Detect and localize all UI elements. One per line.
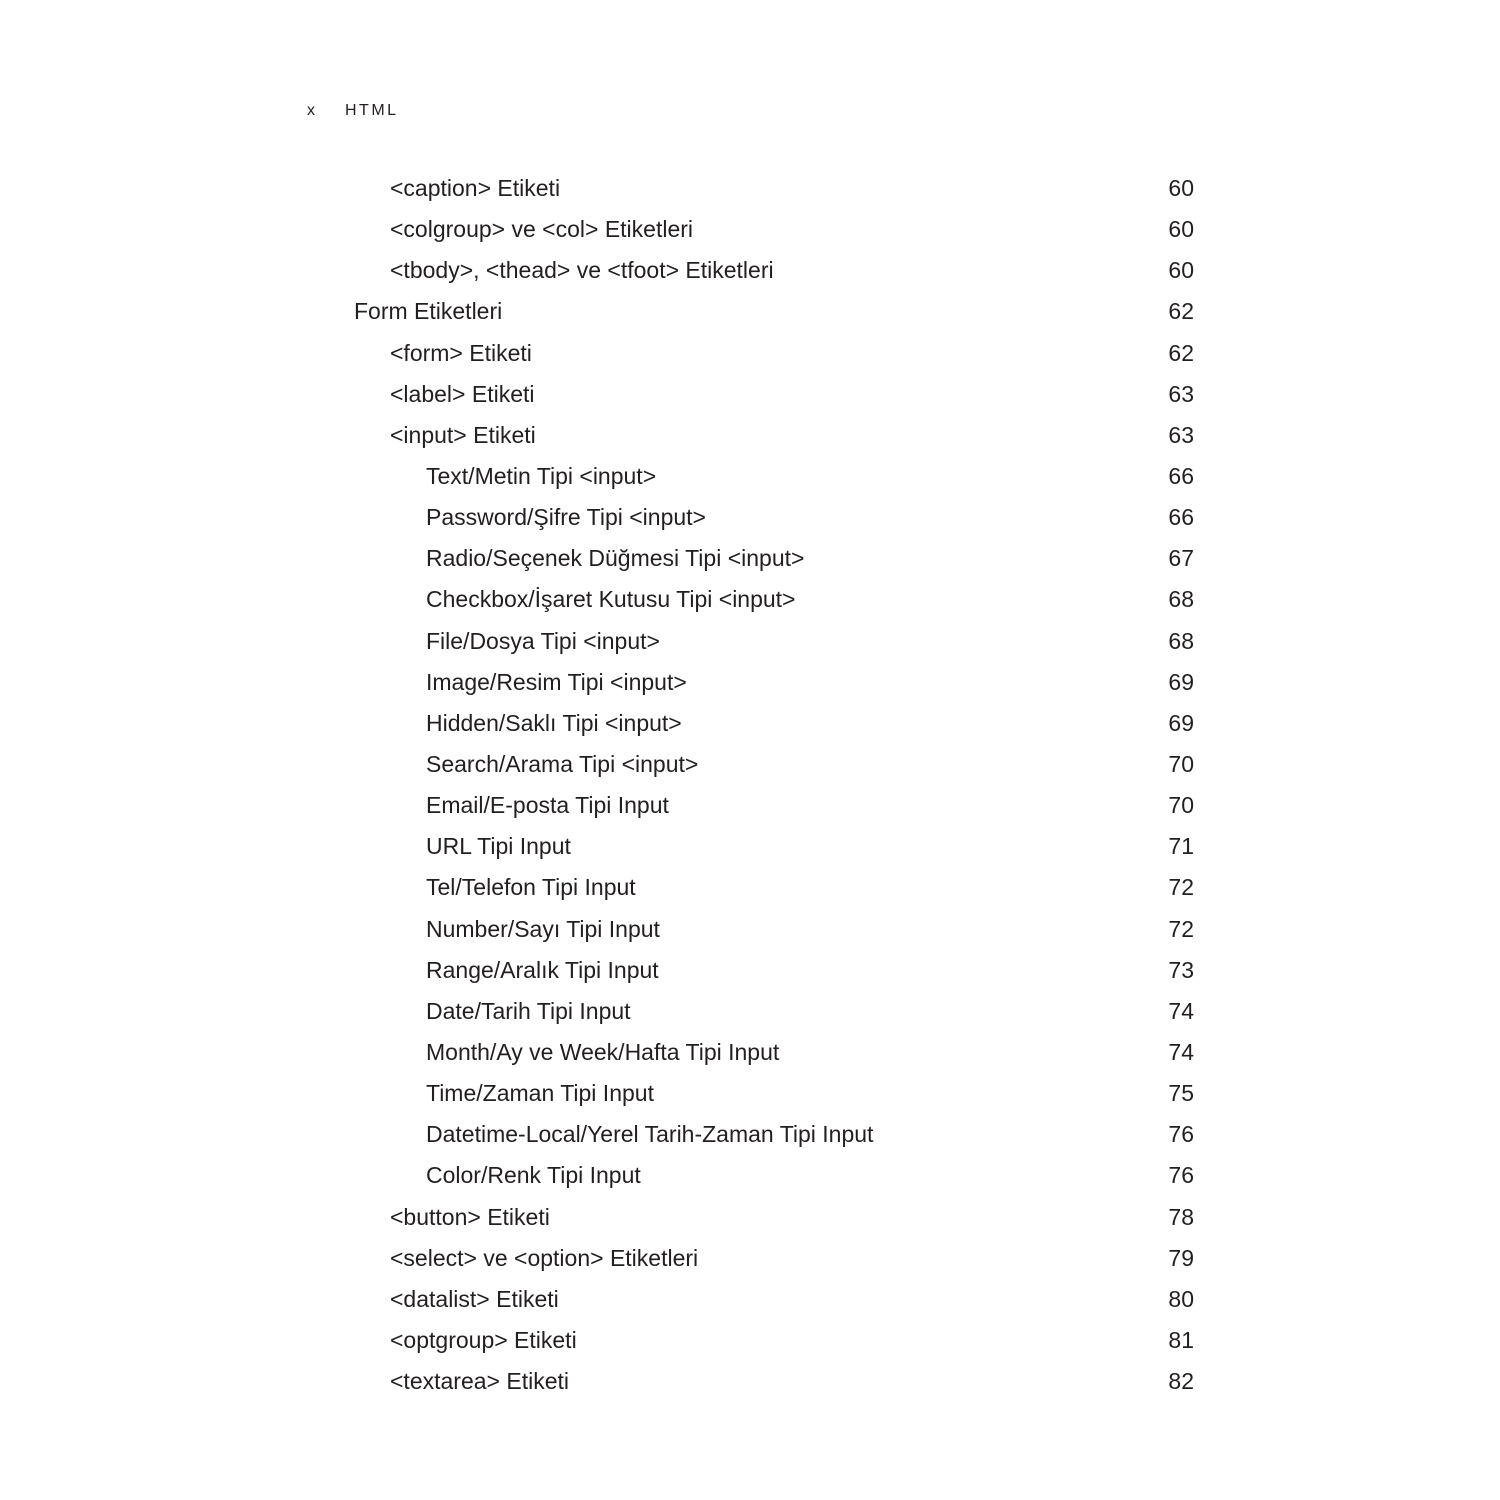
toc-entry <box>0 169 1500 210</box>
toc-entry-page-number: 63 <box>1168 380 1194 407</box>
toc-entry <box>0 663 1500 704</box>
toc-entry-title: <optgroup> Etiketi <box>390 1326 577 1353</box>
toc-entry-title: <textarea> Etiketi <box>390 1368 569 1395</box>
toc-entry <box>0 827 1500 868</box>
toc-entry-page-number: 73 <box>1168 956 1194 983</box>
toc-entry <box>0 334 1500 375</box>
toc-entry <box>0 292 1500 333</box>
toc-entry-page-number: 70 <box>1168 792 1194 819</box>
toc-entry-page-number: 76 <box>1168 1162 1194 1189</box>
toc-entry-title: URL Tipi Input <box>426 833 571 860</box>
toc-entry <box>0 1362 1500 1403</box>
toc-entry-page-number: 80 <box>1168 1285 1194 1312</box>
book-title: HTML <box>345 102 399 119</box>
toc-entry-title: Date/Tarih Tipi Input <box>426 997 631 1024</box>
toc-entry-title: File/Dosya Tipi <input> <box>426 627 660 654</box>
toc-entry-page-number: 67 <box>1168 545 1194 572</box>
toc-entry-title: <tbody>, <thead> ve <tfoot> Etiketleri <box>390 257 774 284</box>
toc-entry-page-number: 70 <box>1168 750 1194 777</box>
toc-entry <box>0 375 1500 416</box>
toc-entry <box>0 580 1500 621</box>
toc-entry-title: Image/Resim Tipi <input> <box>426 668 687 695</box>
toc-entry-title: Range/Aralık Tipi Input <box>426 956 659 983</box>
toc-entry-page-number: 74 <box>1168 1038 1194 1065</box>
toc-entry-page-number: 60 <box>1168 216 1194 243</box>
toc-entry-title: Radio/Seçenek Düğmesi Tipi <input> <box>426 545 805 572</box>
running-head <box>307 102 399 126</box>
toc-entry-title: Month/Ay ve Week/Hafta Tipi Input <box>426 1038 780 1065</box>
toc-entry <box>0 868 1500 909</box>
toc-entry-page-number: 63 <box>1168 421 1194 448</box>
toc-entry-page-number: 71 <box>1168 833 1194 860</box>
toc-entry-page-number: 69 <box>1168 668 1194 695</box>
toc-entry-title: <input> Etiketi <box>390 421 536 448</box>
toc-entry-page-number: 62 <box>1168 298 1194 325</box>
toc-entry-title: <form> Etiketi <box>390 339 532 366</box>
toc-entry-title: <datalist> Etiketi <box>390 1285 559 1312</box>
toc-entry-page-number: 60 <box>1168 257 1194 284</box>
toc-entry-page-number: 69 <box>1168 709 1194 736</box>
toc-entry <box>0 210 1500 251</box>
toc-entry-title: <colgroup> ve <col> Etiketleri <box>390 216 694 243</box>
toc-entry <box>0 704 1500 745</box>
toc-entry <box>0 1156 1500 1197</box>
toc-entry <box>0 1074 1500 1115</box>
toc-entry <box>0 1280 1500 1321</box>
toc-entry <box>0 1321 1500 1362</box>
toc-entry-page-number: 75 <box>1168 1080 1194 1107</box>
toc-entry-page-number: 68 <box>1168 627 1194 654</box>
toc-entry <box>0 1198 1500 1239</box>
toc-entry-page-number: 74 <box>1168 997 1194 1024</box>
toc-entry-page-number: 81 <box>1168 1326 1194 1353</box>
toc-entry <box>0 416 1500 457</box>
toc-entry-page-number: 66 <box>1168 462 1194 489</box>
toc-entry <box>0 1239 1500 1280</box>
toc-entry <box>0 498 1500 539</box>
toc-entry-page-number: 60 <box>1168 175 1194 201</box>
toc-entry-page-number: 72 <box>1168 874 1194 901</box>
toc-entry-title: Datetime-Local/Yerel Tarih-Zaman Tipi Input <box>426 1121 874 1148</box>
toc-entry-page-number: 76 <box>1168 1121 1194 1148</box>
toc-entry-page-number: 72 <box>1168 915 1194 942</box>
toc-entry-page-number: 82 <box>1168 1368 1194 1395</box>
toc-entry-title: <caption> Etiketi <box>390 175 561 201</box>
toc-entry-page-number: 78 <box>1168 1203 1194 1230</box>
toc-entry-title: Checkbox/İşaret Kutusu Tipi <input> <box>426 586 796 613</box>
toc-entry-title: Tel/Telefon Tipi Input <box>426 874 636 901</box>
toc-entry <box>0 786 1500 827</box>
toc-entry <box>0 251 1500 292</box>
toc-entry-title: Hidden/Saklı Tipi <input> <box>426 709 682 736</box>
toc-entry-page-number: 68 <box>1168 586 1194 613</box>
toc-entry-title: Email/E-posta Tipi Input <box>426 792 669 819</box>
toc-entry-title: <label> Etiketi <box>390 380 535 407</box>
toc-entry <box>0 745 1500 786</box>
toc-entry <box>0 951 1500 992</box>
toc-entry-title: <select> ve <option> Etiketleri <box>390 1244 699 1271</box>
toc-entry-title: Number/Sayı Tipi Input <box>426 915 660 942</box>
table-of-contents <box>0 169 1500 1403</box>
toc-entry-title: Search/Arama Tipi <input> <box>426 750 699 777</box>
toc-entry-title: Text/Metin Tipi <input> <box>426 462 657 489</box>
toc-entry <box>0 622 1500 663</box>
toc-entry <box>0 1115 1500 1156</box>
toc-entry-title: <button> Etiketi <box>390 1203 550 1230</box>
toc-entry-page-number: 62 <box>1168 339 1194 366</box>
toc-entry <box>0 1033 1500 1074</box>
toc-entry-title: Form Etiketleri <box>354 298 503 325</box>
toc-entry-title: Time/Zaman Tipi Input <box>426 1080 654 1107</box>
toc-entry-page-number: 66 <box>1168 504 1194 531</box>
toc-entry <box>0 910 1500 951</box>
page-folio: x <box>307 102 318 119</box>
toc-entry <box>0 539 1500 580</box>
toc-entry <box>0 457 1500 498</box>
toc-entry-page-number: 79 <box>1168 1244 1194 1271</box>
toc-entry-title: Color/Renk Tipi Input <box>426 1162 641 1189</box>
toc-entry-title: Password/Şifre Tipi <input> <box>426 504 706 531</box>
toc-entry <box>0 992 1500 1033</box>
